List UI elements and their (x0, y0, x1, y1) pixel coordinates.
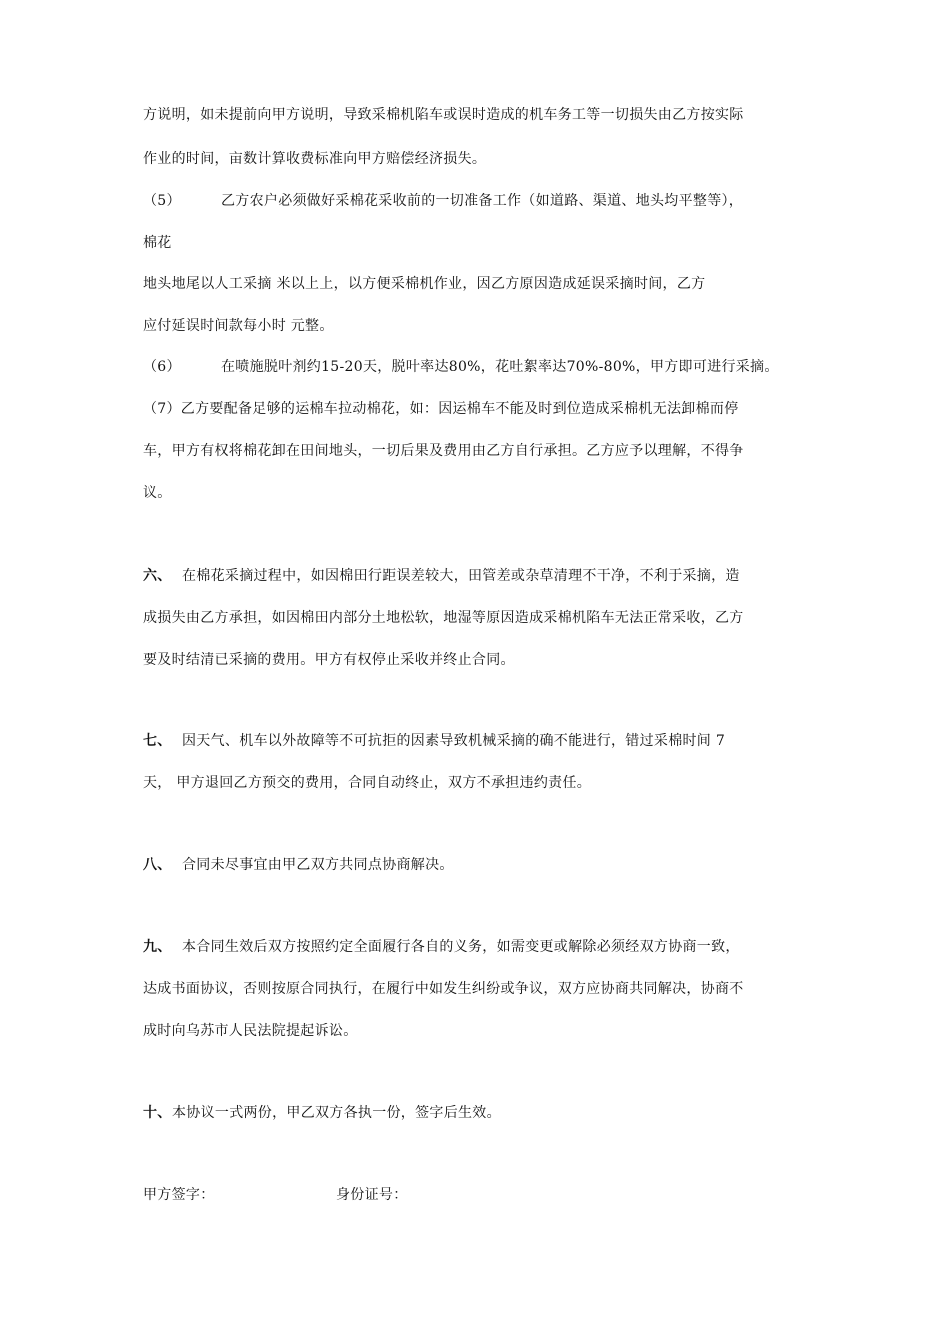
item-5-line: 乙方农户必须做好采棉花采收前的一切准备工作（如道路、渠道、地头均平整等）， (221, 193, 744, 209)
item-7-line: 车，甲方有权将棉花卸在田间地头，一切后果及费用由乙方自行承担。乙方应予以理解，不得争 (143, 443, 744, 459)
section-7-line: 因天气、机车以外故障等不可抗拒的因素导致机械采摘的确不能进行，错过采棉时间 7 (182, 733, 726, 749)
section-9-line: 本合同生效后双方按照约定全面履行各自的义务，如需变更或解除必须经双方协商一致， (182, 939, 740, 955)
section-6-line: 要及时结清已采摘的费用。甲方有权停止采收并终止合同。 (143, 652, 515, 668)
section-6-line: 成损失由乙方承担，如因棉田内部分土地松软，地湿等原因造成采棉机陷车无法正常采收，乙方 (143, 610, 744, 626)
paragraph-line: 作业的时间，亩数计算收费标准向甲方赔偿经济损失。 (143, 151, 487, 167)
item-5-line: 棉花 (143, 235, 172, 251)
paragraph-line: 方说明，如未提前向甲方说明，导致采棉机陷车或误时造成的机车务工等一切损失由乙方按实际 (143, 107, 744, 123)
section-7-heading: 七、 (143, 733, 172, 749)
section-9-heading: 九、 (143, 939, 172, 955)
item-5-line: 应付延误时间款每小时 元整。 (143, 318, 334, 334)
item-7-line: 议。 (143, 485, 172, 501)
party-a-signature-label: 甲方签字： (143, 1187, 215, 1203)
item-5-number: （5） (143, 193, 181, 209)
section-10-line: 本协议一式两份，甲乙双方各执一份，签字后生效。 (172, 1105, 501, 1121)
section-8-heading: 八、 (143, 857, 172, 873)
item-6-number: （6） (143, 359, 181, 375)
section-10-heading: 十、 (143, 1105, 172, 1121)
section-9-line: 成时向乌苏市人民法院提起诉讼。 (143, 1023, 358, 1039)
item-5-line: 地头地尾以人工采摘 米以上上，以方便采棉机作业，因乙方原因造成延误采摘时间，乙方 (143, 276, 706, 292)
section-7-line: 天， 甲方退回乙方预交的费用，合同自动终止，双方不承担违约责任。 (143, 775, 592, 791)
id-number-label: 身份证号： (336, 1187, 408, 1203)
item-6-line: 在喷施脱叶剂约15-20天，脱叶率达80%，花吐絮率达70%-80%，甲方即可进行采摘。 (221, 359, 779, 375)
section-8-line: 合同未尽事宜由甲乙双方共同点协商解决。 (182, 857, 454, 873)
section-6-heading: 六、 (143, 568, 172, 584)
section-9-line: 达成书面协议，否则按原合同执行，在履行中如发生纠纷或争议，双方应协商共同解决，协商不 (143, 981, 744, 997)
section-6-line: 在棉花采摘过程中，如因棉田行距误差较大，田管差或杂草清理不干净，不利于采摘，造 (182, 568, 740, 584)
item-7-line: （7）乙方要配备足够的运棉车拉动棉花，如：因运棉车不能及时到位造成采棉机无法卸棉而停 (143, 401, 739, 417)
